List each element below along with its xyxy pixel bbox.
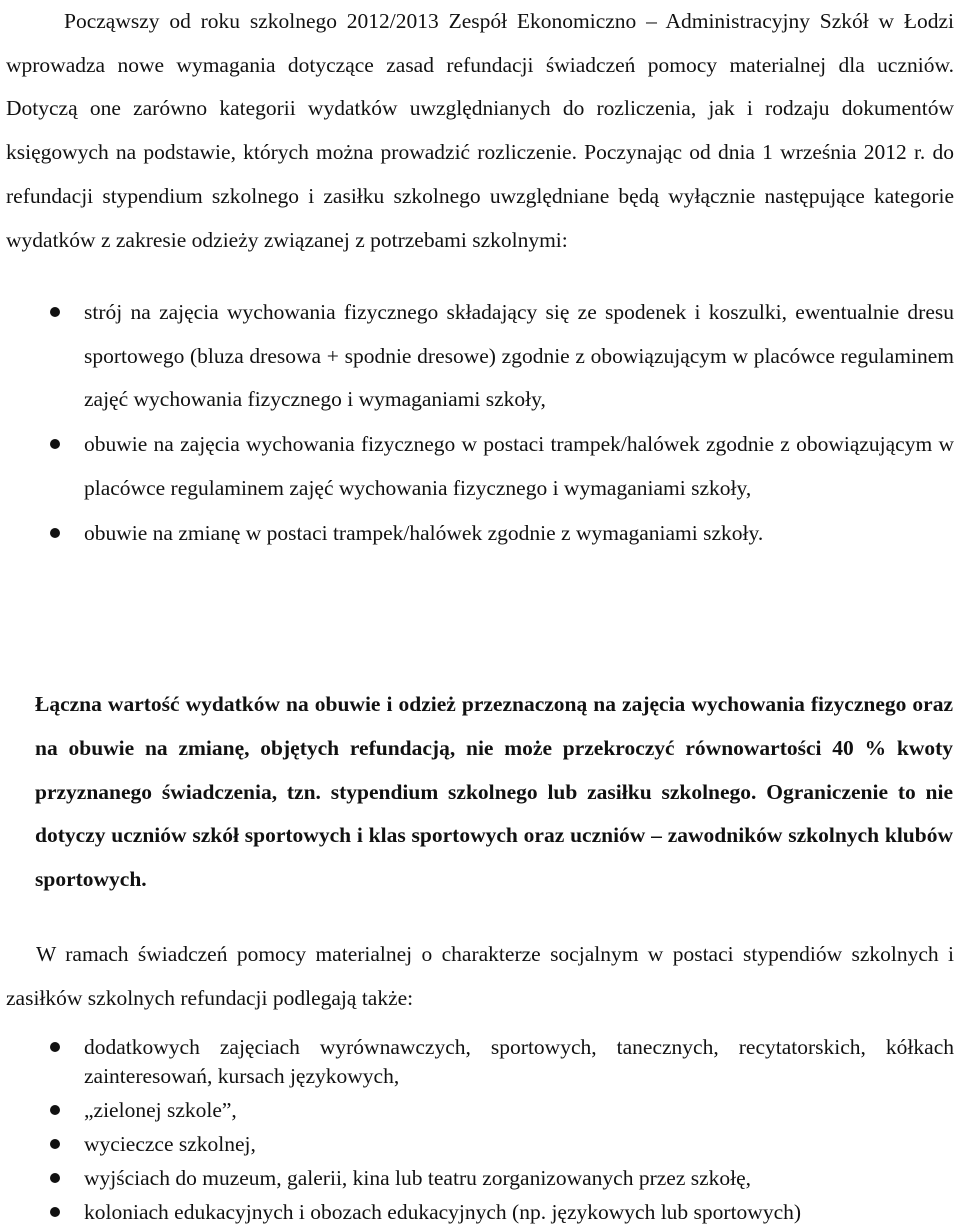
additional-items-list [6,1033,954,1227]
list-item: strój na zajęcia wychowania fizycznego składający się ze spodenek i koszulki, ewentualnie dresu sportowego (bluza dresowa + spodnie dresowe) zgodnie z obowiązującym w placówce regulaminem zajęć wychowania fizycznego i wymaganiami szkoły, [6,291,954,422]
list-item: wyjściach do muzeum, galerii, kina lub teatru zorganizowanych przez szkołę, [6,1164,954,1193]
list-item: koloniach edukacyjnych i obozach edukacyjnych (np. językowych lub sportowych) [6,1198,954,1227]
list-item: obuwie na zmianę w postaci trampek/halówek zgodnie z wymaganiami szkoły. [6,512,954,556]
intro-paragraph: Począwszy od roku szkolnego 2012/2013 Zespół Ekonomiczno – Administracyjny Szkół w Łodzi wprowadza nowe wymagania dotyczące zasad refundacji świadczeń pomocy materialnej dla uczniów. Dotyczą one zarówno kategorii wydatków uwzględnianych do rozliczenia, jak i rodzaju dokumentów księgowych na podstawie, których można prowadzić rozliczenie. Poczynając od dnia 1 września 2012 r. do refundacji stypendium szkolnego i zasiłku szkolnego uwzględniane będą wyłącznie następujące kategorie wydatków z zakresie odzieży związanej z potrzebami szkolnymi: [6,9,954,252]
additional-intro-paragraph: W ramach świadczeń pomocy materialnej o charakterze socjalnym w postaci stypendiów szkolnych i zasiłków szkolnych refundacji podlegają także: [6,942,954,1010]
list-item: obuwie na zajęcia wychowania fizycznego w postaci trampek/halówek zgodnie z obowiązującym w placówce regulaminem zajęć wychowania fizycznego i wymaganiami szkoły, [6,423,954,510]
clothing-items-list [6,291,954,555]
limit-notice-paragraph: Łączna wartość wydatków na obuwie i odzież przeznaczoną na zajęcia wychowania fizycznego oraz na obuwie na zmianę, objętych refundacją, nie może przekroczyć równowartości 40 % kwoty przyznanego świadczenia, tzn. stypendium szkolnego lub zasiłku szkolnego. Ograniczenie to nie dotyczy uczniów szkół sportowych i klas sportowych oraz uczniów – zawodników szkolnych klubów sportowych. [35,692,953,892]
list-item: „zielonej szkole”, [6,1096,954,1125]
list-item: wycieczce szkolnej, [6,1130,954,1159]
list-item: dodatkowych zajęciach wyrównawczych, sportowych, tanecznych, recytatorskich, kółkach zainteresowań, kursach językowych, [6,1033,954,1091]
